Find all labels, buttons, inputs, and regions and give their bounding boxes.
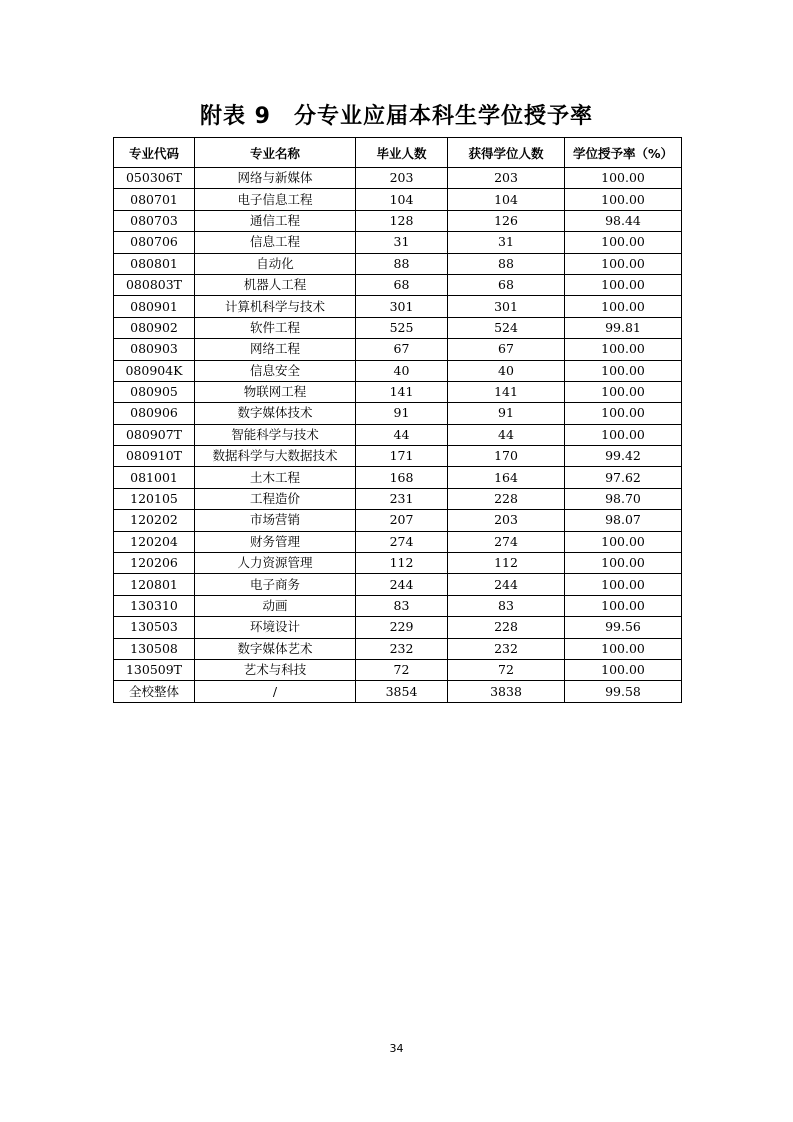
table-row [114,403,682,424]
cell-degree-rate: 99.81 [565,317,682,338]
cell-degree-recipients: 274 [448,531,565,552]
cell-major-code: 120105 [114,488,195,509]
cell-degree-rate: 100.00 [565,296,682,317]
cell-degree-rate: 100.00 [565,274,682,295]
cell-major-code: 080706 [114,232,195,253]
cell-graduates: 83 [356,595,448,616]
cell-degree-rate: 100.00 [565,424,682,445]
cell-graduates: 31 [356,232,448,253]
cell-degree-rate: 100.00 [565,595,682,616]
cell-major-name: 计算机科学与技术 [195,296,356,317]
cell-degree-rate: 100.00 [565,360,682,381]
table-row [114,467,682,488]
cell-graduates: 40 [356,360,448,381]
cell-major-name: 机器人工程 [195,274,356,295]
cell-degree-recipients: 524 [448,317,565,338]
cell-major-name: 数字媒体艺术 [195,638,356,659]
cell-degree-recipients: 91 [448,403,565,424]
cell-degree-rate: 100.00 [565,574,682,595]
table-row [114,617,682,638]
table-row [114,274,682,295]
cell-major-name: 物联网工程 [195,381,356,402]
cell-graduates: 67 [356,339,448,360]
table-row [114,253,682,274]
table-row [114,638,682,659]
cell-degree-recipients: 301 [448,296,565,317]
cell-major-name: 财务管理 [195,531,356,552]
cell-major-code: 130509T [114,659,195,680]
cell-major-code: 080903 [114,339,195,360]
cell-degree-recipients: 232 [448,638,565,659]
cell-degree-recipients: 112 [448,553,565,574]
cell-degree-recipients: 228 [448,488,565,509]
cell-major-name: 土木工程 [195,467,356,488]
table-row [114,574,682,595]
cell-major-name: 环境设计 [195,617,356,638]
table-row [114,659,682,680]
cell-degree-recipients: 228 [448,617,565,638]
table-row [114,232,682,253]
cell-degree-rate: 100.00 [565,553,682,574]
cell-major-name: 工程造价 [195,488,356,509]
cell-graduates: 68 [356,274,448,295]
header-degree-rate: 学位授予率（%） [565,138,682,168]
cell-graduates: 207 [356,510,448,531]
cell-graduates: 171 [356,446,448,467]
table-row [114,488,682,509]
cell-major-code: 080703 [114,210,195,231]
cell-major-code: 080906 [114,403,195,424]
cell-graduates: 168 [356,467,448,488]
cell-major-name: 数字媒体技术 [195,403,356,424]
cell-degree-recipients: 68 [448,274,565,295]
cell-degree-recipients: 170 [448,446,565,467]
cell-degree-recipients: 72 [448,659,565,680]
header-major-name: 专业名称 [195,138,356,168]
cell-degree-rate: 100.00 [565,638,682,659]
cell-graduates: 231 [356,488,448,509]
table-row [114,339,682,360]
table-row [114,595,682,616]
table-row [114,553,682,574]
cell-degree-rate: 100.00 [565,253,682,274]
cell-degree-recipients: 44 [448,424,565,445]
cell-graduates: 88 [356,253,448,274]
cell-major-name: 动画 [195,595,356,616]
cell-major-code: 130508 [114,638,195,659]
cell-major-name: 软件工程 [195,317,356,338]
cell-graduates: 203 [356,168,448,189]
header-graduates: 毕业人数 [356,138,448,168]
cell-degree-rate: 99.58 [565,681,682,702]
cell-graduates: 91 [356,403,448,424]
cell-degree-rate: 100.00 [565,659,682,680]
table-total-row [114,681,682,702]
cell-degree-recipients: 126 [448,210,565,231]
cell-major-name: 自动化 [195,253,356,274]
cell-major-name: / [195,681,356,702]
cell-degree-recipients: 67 [448,339,565,360]
cell-degree-recipients: 244 [448,574,565,595]
cell-degree-rate: 100.00 [565,403,682,424]
cell-degree-recipients: 40 [448,360,565,381]
cell-degree-recipients: 104 [448,189,565,210]
cell-degree-rate: 98.70 [565,488,682,509]
table-body [114,168,682,703]
cell-major-name: 电子信息工程 [195,189,356,210]
cell-degree-rate: 100.00 [565,381,682,402]
table-row [114,317,682,338]
cell-graduates: 244 [356,574,448,595]
cell-degree-rate: 99.56 [565,617,682,638]
table-row [114,531,682,552]
cell-major-code: 120801 [114,574,195,595]
cell-degree-rate: 100.00 [565,339,682,360]
page-title: 附表 9 分专业应届本科生学位授予率 [200,104,593,129]
table-row [114,210,682,231]
cell-graduates: 141 [356,381,448,402]
cell-major-code: 080901 [114,296,195,317]
cell-major-name: 人力资源管理 [195,553,356,574]
table-row [114,510,682,531]
cell-major-code: 080803T [114,274,195,295]
cell-graduates: 72 [356,659,448,680]
cell-major-code: 全校整体 [114,681,195,702]
table-row [114,360,682,381]
cell-major-code: 050306T [114,168,195,189]
cell-degree-recipients: 3838 [448,681,565,702]
cell-major-code: 080902 [114,317,195,338]
cell-major-name: 数据科学与大数据技术 [195,446,356,467]
table-row [114,189,682,210]
cell-graduates: 112 [356,553,448,574]
cell-degree-rate: 100.00 [565,168,682,189]
cell-graduates: 44 [356,424,448,445]
cell-major-code: 120206 [114,553,195,574]
cell-major-code: 080801 [114,253,195,274]
cell-major-code: 080701 [114,189,195,210]
cell-degree-rate: 98.07 [565,510,682,531]
cell-degree-recipients: 83 [448,595,565,616]
cell-degree-rate: 98.44 [565,210,682,231]
cell-graduates: 229 [356,617,448,638]
cell-major-code: 080910T [114,446,195,467]
cell-major-code: 080905 [114,381,195,402]
cell-degree-rate: 97.62 [565,467,682,488]
cell-graduates: 525 [356,317,448,338]
header-degree-recipients: 获得学位人数 [448,138,565,168]
cell-major-name: 信息安全 [195,360,356,381]
cell-major-code: 130310 [114,595,195,616]
cell-major-name: 网络工程 [195,339,356,360]
cell-degree-recipients: 164 [448,467,565,488]
cell-degree-rate: 100.00 [565,189,682,210]
page-number: 34 [389,1042,404,1055]
cell-graduates: 3854 [356,681,448,702]
cell-graduates: 274 [356,531,448,552]
cell-degree-recipients: 203 [448,510,565,531]
cell-major-name: 电子商务 [195,574,356,595]
cell-major-code: 080904K [114,360,195,381]
cell-major-code: 080907T [114,424,195,445]
cell-major-name: 市场营销 [195,510,356,531]
cell-degree-rate: 100.00 [565,232,682,253]
cell-graduates: 104 [356,189,448,210]
cell-degree-recipients: 203 [448,168,565,189]
table-row [114,381,682,402]
cell-graduates: 128 [356,210,448,231]
cell-major-name: 网络与新媒体 [195,168,356,189]
table-row [114,168,682,189]
cell-degree-rate: 100.00 [565,531,682,552]
cell-major-code: 081001 [114,467,195,488]
cell-degree-recipients: 141 [448,381,565,402]
cell-graduates: 301 [356,296,448,317]
cell-major-code: 120204 [114,531,195,552]
cell-major-name: 智能科学与技术 [195,424,356,445]
cell-major-code: 130503 [114,617,195,638]
table-row [114,446,682,467]
cell-graduates: 232 [356,638,448,659]
cell-degree-recipients: 31 [448,232,565,253]
cell-degree-recipients: 88 [448,253,565,274]
cell-major-name: 通信工程 [195,210,356,231]
header-major-code: 专业代码 [114,138,195,168]
cell-major-name: 艺术与科技 [195,659,356,680]
table-row [114,296,682,317]
cell-major-name: 信息工程 [195,232,356,253]
degree-rate-table [113,137,682,703]
cell-degree-rate: 99.42 [565,446,682,467]
cell-major-code: 120202 [114,510,195,531]
table-header-row [114,138,682,168]
table-row [114,424,682,445]
